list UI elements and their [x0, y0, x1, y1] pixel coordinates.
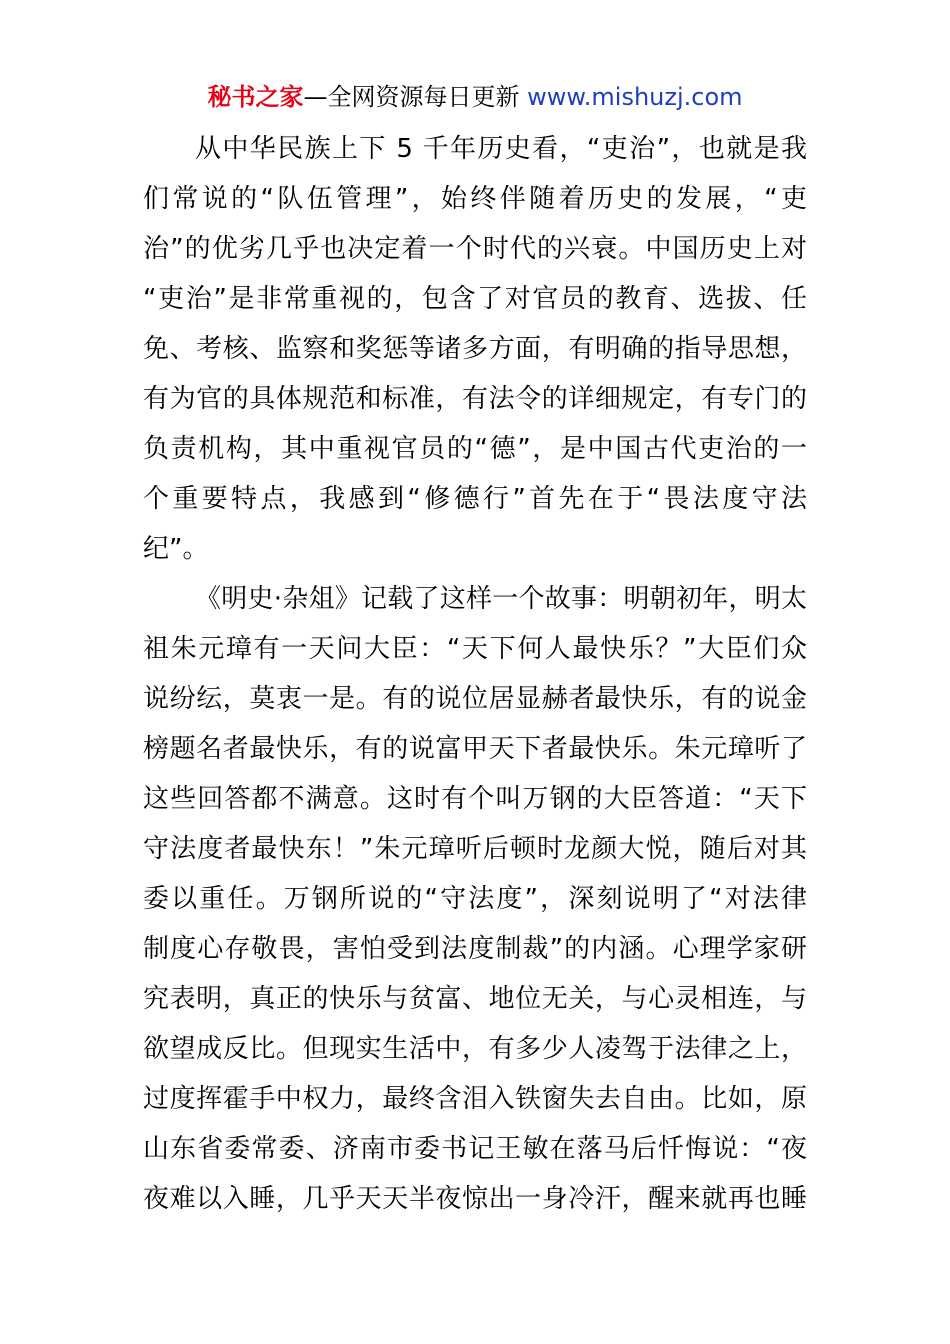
text-line: 过度挥霍手中权力，最终含泪入铁窗失去自由。比如，原: [143, 1084, 807, 1114]
text-line: 纪”。: [143, 534, 209, 564]
text-line: 守法度者最快东！”朱元璋听后顿时龙颜大悦，随后对其: [143, 834, 807, 864]
text-line: 山东省委常委、济南市委书记王敏在落马后忏悔说：“夜: [143, 1134, 807, 1164]
paragraph-1: [143, 124, 807, 574]
text-line: 负责机构，其中重视官员的“德”，是中国古代吏治的一: [143, 434, 807, 464]
brand-name: 秘书之家: [207, 83, 304, 111]
text-line: 委以重任。万钢所说的“守法度”，深刻说明了“对法律: [143, 884, 807, 914]
text-line: 个重要特点，我感到“修德行”首先在于“畏法度守法: [143, 484, 807, 514]
text-line: 欲望成反比。但现实生活中，有多少人凌驾于法律之上，: [143, 1034, 807, 1064]
text-line: 榜题名者最快乐，有的说富甲天下者最快乐。朱元璋听了: [143, 734, 807, 764]
text-line: 治”的优劣几乎也决定着一个时代的兴衰。中国历史上对: [143, 234, 807, 264]
text-line: 这些回答都不满意。这时有个叫万钢的大臣答道：“天下: [143, 784, 807, 814]
text-line: 究表明，真正的快乐与贫富、地位无关，与心灵相连，与: [143, 984, 807, 1014]
text-line: “吏治”是非常重视的，包含了对官员的教育、选拔、任: [143, 284, 807, 314]
text-line: 制度心存敬畏，害怕受到法度制裁”的内涵。心理学家研: [143, 934, 807, 964]
website-url[interactable]: www.mishuzj.com: [527, 83, 743, 111]
text-line: 从中华民族上下 5 千年历史看，“吏治”，也就是我: [195, 134, 807, 164]
text-line: 夜难以入睡，几乎天天半夜惊出一身冷汗，醒来就再也睡: [143, 1184, 807, 1214]
text-line: 《明史·杂俎》记载了这样一个故事：明朝初年，明太: [195, 584, 807, 614]
document-body: [143, 124, 807, 1224]
paragraph-2: [143, 574, 807, 1224]
page-header: [0, 80, 950, 114]
text-line: 们常说的“队伍管理”，始终伴随着历史的发展，“吏: [143, 184, 807, 214]
text-line: 祖朱元璋有一天问大臣：“天下何人最快乐？”大臣们众: [143, 634, 807, 664]
header-tagline: —全网资源每日更新: [303, 83, 528, 111]
text-line: 说纷纭，莫衷一是。有的说位居显赫者最快乐，有的说金: [143, 684, 807, 714]
text-line: 免、考核、监察和奖惩等诸多方面，有明确的指导思想，: [143, 334, 807, 364]
text-line: 有为官的具体规范和标准，有法令的详细规定，有专门的: [143, 384, 807, 414]
